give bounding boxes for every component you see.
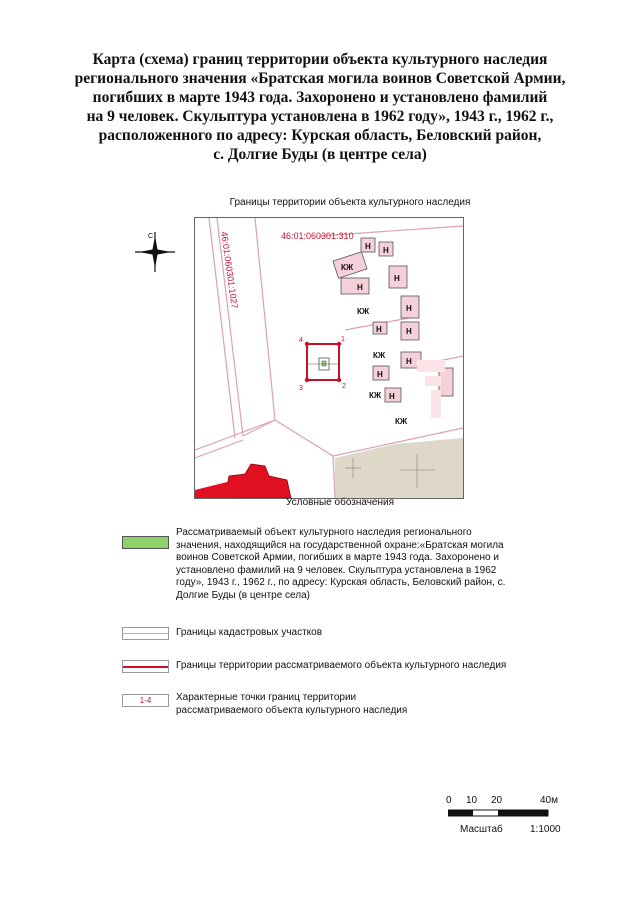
title-line: Карта (схема) границ территории объекта культурного наследия	[92, 51, 548, 68]
outbuilding	[425, 376, 441, 386]
parcel-boundary	[255, 218, 275, 420]
legend-line: году», 1943 г., 1962 г., по адресу: Курская область, Беловский район, с.	[176, 577, 506, 588]
scale-tick-label: 10	[466, 795, 478, 806]
compass-label: С	[148, 233, 154, 240]
red-line-swatch-icon	[122, 660, 169, 673]
legend-line: рассматриваемого объекта культурного наследия	[176, 704, 408, 716]
title-line: с. Долгие Буды (в центре села)	[213, 146, 427, 163]
legend-line: Границы территории рассматриваемого объекта культурного наследия	[176, 660, 507, 671]
boundary-point	[305, 342, 309, 346]
building-label: КЖ	[369, 391, 382, 400]
outbuilding	[431, 390, 441, 418]
legend-title: Условные обозначения	[285, 497, 395, 508]
legend-line: установлено фамилий на 9 человек. Скульптура установлена в 1962	[176, 564, 497, 576]
building-label: КЖ	[373, 351, 386, 360]
point-box-swatch-icon: 1-4	[122, 694, 169, 707]
map-frame	[194, 217, 464, 499]
building-label: Н	[383, 246, 389, 255]
legend-line: Характерные точки границ территории	[176, 692, 357, 703]
scale-label: Масштаб	[460, 824, 503, 835]
point-label: 3	[299, 385, 303, 392]
building-label: КЖ	[395, 417, 408, 426]
scale-tick-label: 40м	[540, 795, 558, 806]
scale-ratio: 1:1000	[530, 824, 561, 835]
legend-line: воинов Советской Армии, погибших в марте 1943 года. Захоронено и	[176, 552, 499, 563]
building-label: Н	[394, 274, 400, 283]
boundary-point	[337, 378, 341, 382]
point-label: 1	[341, 336, 345, 343]
parcel-label: 46:01:060301:310	[281, 231, 354, 241]
map-caption: Границы территории объекта культурного наследия	[229, 197, 471, 208]
boundary-point	[305, 378, 309, 382]
parcel-boundary	[195, 420, 275, 450]
building-label: Н	[357, 283, 363, 292]
legend-text	[176, 692, 407, 717]
monument-core	[322, 361, 326, 366]
building-label: Н	[377, 370, 383, 379]
document-title	[40, 50, 600, 164]
north-arrow-icon	[133, 230, 177, 279]
building-label: КЖ	[357, 307, 370, 316]
point-label: 4	[299, 337, 303, 344]
building-label: Н	[406, 304, 412, 313]
building	[439, 368, 453, 396]
building-label: Н	[376, 325, 382, 334]
building-label: Н	[389, 392, 395, 401]
building-label: Н	[406, 327, 412, 336]
legend-line: Рассматриваемый объект культурного наследия регионального	[176, 527, 472, 538]
parcel-label: 46:01:060301:1027	[219, 230, 240, 310]
cadastral-swatch-icon	[122, 627, 169, 640]
building-label: Н	[365, 242, 371, 251]
title-line: регионального значения «Братская могила воинов Советской Армии,	[74, 70, 566, 87]
green-swatch-icon	[122, 536, 169, 549]
building-label: Н	[406, 357, 412, 366]
legend-line: Границы кадастровых участков	[176, 627, 323, 638]
outbuilding	[417, 360, 445, 372]
building	[341, 278, 369, 294]
parcel-boundary	[195, 440, 243, 458]
scale-tick-label: 0	[446, 795, 452, 806]
title-line: на 9 человек. Скульптура установлена в 1962 году», 1943 г., 1962 г.,	[86, 108, 554, 125]
legend-line: Долгие Буды (в центре села)	[176, 589, 311, 601]
title-line: расположенного по адресу: Курская область, Беловский район,	[98, 127, 542, 144]
adjacent-object	[195, 480, 235, 498]
scale-graphic	[448, 808, 552, 818]
legend-text	[176, 660, 506, 673]
legend-line: значения, находящийся на государственной охране:«Братская могила	[176, 539, 504, 551]
legend-text	[176, 527, 505, 602]
building-label: КЖ	[341, 263, 354, 272]
point-label: 2	[342, 383, 346, 390]
scale-tick-label: 20	[491, 795, 503, 806]
cadastral-map	[195, 218, 463, 498]
legend-text	[176, 627, 322, 640]
title-line: погибших в марте 1943 года. Захоронено и установлено фамилий	[92, 89, 548, 106]
